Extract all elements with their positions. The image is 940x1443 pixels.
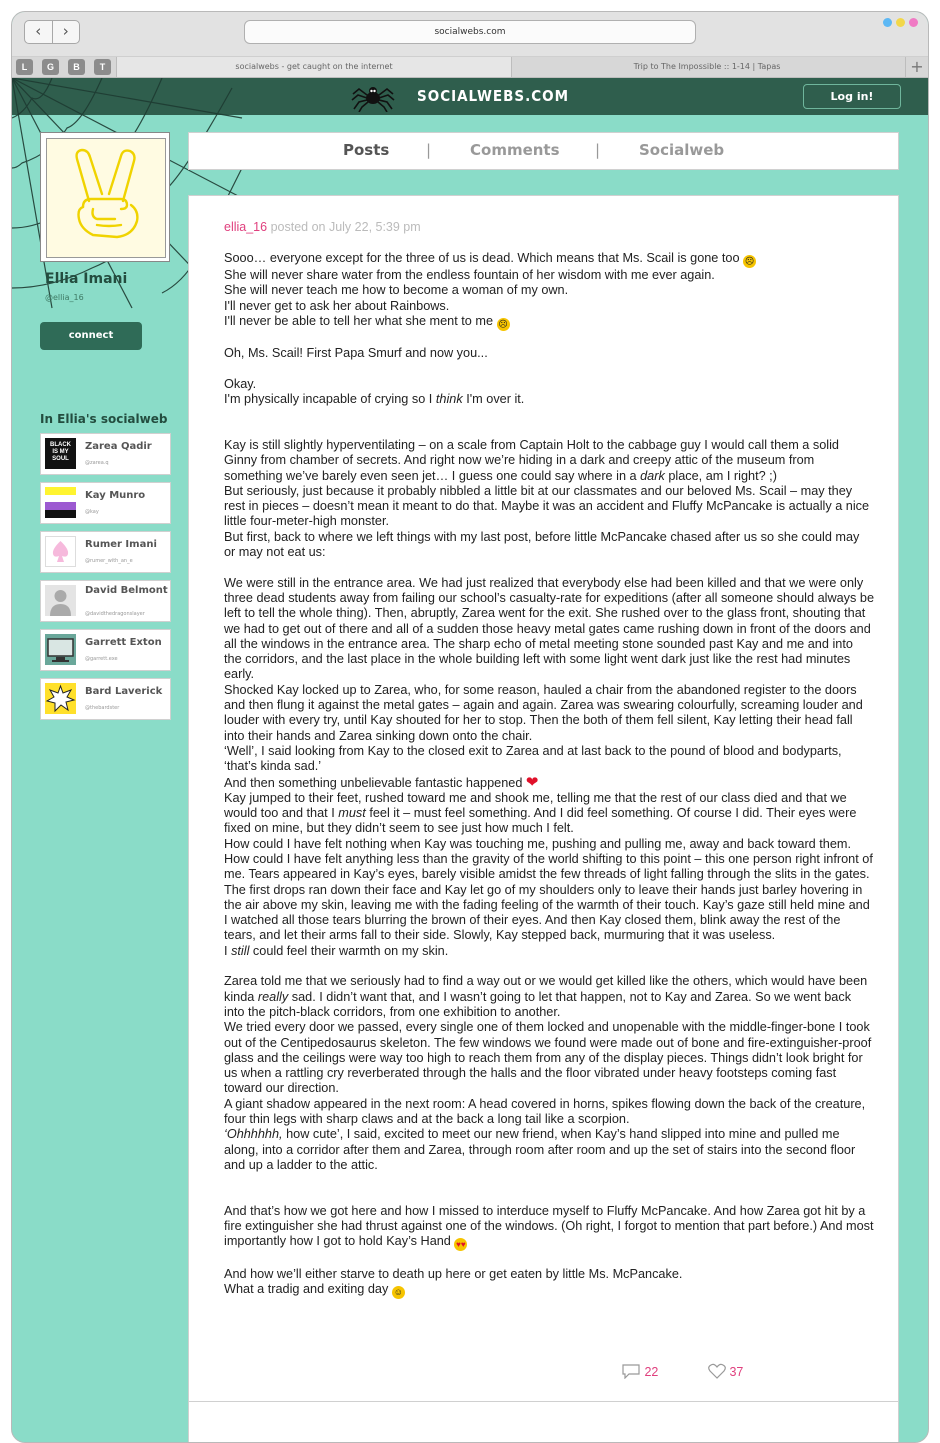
friend-name: Kay Munro — [85, 490, 146, 501]
site-logo[interactable]: SOCIALWEBS.COM — [417, 87, 570, 105]
friend-card[interactable] — [40, 629, 171, 671]
friend-card[interactable] — [40, 580, 171, 622]
post-line: Oh, Ms. Scail! First Papa Smurf and now you... — [224, 346, 488, 361]
friend-handle: @kay — [85, 509, 99, 515]
post-text: Zarea told me that we seriously had to find a way out or we would get killed like the others, which would have been kinda — [224, 974, 868, 1004]
pink-spade-avatar — [45, 536, 76, 567]
friend-handle: @zarea.q — [85, 460, 109, 466]
tab-separator: | — [595, 141, 601, 159]
post-italic: ‘Ohhhhhh, — [224, 1127, 283, 1142]
likes-count-value: 37 — [729, 1365, 744, 1379]
likes-count[interactable] — [708, 1363, 743, 1379]
nonbinary-flag-avatar — [45, 487, 76, 518]
friend-name: Rumer Imani — [85, 539, 157, 550]
post-text: I'm over it. — [466, 392, 525, 407]
window-dot-blue[interactable] — [883, 18, 892, 27]
socialweb-heading: In Ellia's socialweb — [40, 412, 168, 426]
spade-icon — [46, 537, 75, 566]
post-paragraph: How could I have felt nothing when Kay was touching me, pushing and pulling me, away and back toward them. How could I have felt anything less than the gravity of the world shifting to this point – this one person right infront of me. Tears appeared in Kay’s eyes, barely visible amidst the few threads of light falling through the slits in the gates. The first drops ran down their face and Kay let go of my shoulders only to leave their hands just barley hovering in the air above my skin, leaving me with the fading feeling of the warmth of their touch. Kay’s gaze still held mine and I watched all those tears blurring the brown of their eyes. And then Kay closed them, blink away the rest of the tears, and let their arms fall to their side. Slowly, Kay stepped back, murmuring that it was useless. — [224, 836, 873, 943]
post-text: place, am I right? ;) — [668, 468, 777, 483]
peace-hand-avatar — [46, 138, 166, 258]
friend-name: Zarea Qadir — [85, 441, 152, 452]
window-dot-yellow[interactable] — [896, 18, 905, 27]
post-text: Kay jumped to their feet, rushed toward me and shook me, telling me that the rest of our class died and that we would too and that I — [224, 790, 847, 821]
post-paragraph: A giant shadow appeared in the next room: A head covered in horns, spikes flowing down the back of the creature, four thin legs with sharp claws and at the back a long tail like a scorpion. — [224, 1096, 866, 1127]
back-button[interactable]: ‹ — [25, 21, 53, 43]
tab-posts[interactable]: Posts — [343, 141, 390, 159]
post-line: She will never share water from the endless fountain of her wisdom with me ever again. — [224, 268, 715, 282]
profile-tabs — [188, 132, 899, 170]
comment-bubble-icon — [621, 1363, 641, 1379]
forward-button[interactable]: › — [62, 22, 69, 40]
sad-face-emoji-icon: ☹ — [744, 256, 755, 266]
spider-logo-icon — [351, 82, 395, 112]
post-line: And how we’ll either starve to death up here or get eaten by little Ms. McPancake. — [224, 1266, 683, 1281]
post-paragraph: We were still in the entrance area. We had just realized that everybody else had been killed and that we were only three dead students away from failing our school’s casualty-rate for expeditions (after all someone should always be left to tell the whole thing). Then, abruptly, Zarea went for the exit. She rushed over to the glass front, shouting that we had to get out of there and all of a sudden those heavy metal gates came rushing down in front of the doors and all the windows in the entrance area. The sharp echo of metal meeting stone sounded past Kay and me and into the corridors, and the last place in the whole building left with some light went dark just like the rest had minutes early. — [224, 575, 874, 682]
tab-comments[interactable]: Comments — [470, 141, 560, 159]
address-bar[interactable]: socialwebs.com — [244, 20, 696, 44]
pinned-tab-t[interactable]: T — [94, 59, 111, 75]
post-italic: really — [257, 989, 289, 1004]
post-text: And then something unbelievable fantastic happened — [224, 775, 523, 790]
sad-face-emoji-icon: ☹ — [498, 318, 508, 329]
post-italic: must — [338, 806, 366, 821]
history-buttons — [24, 20, 80, 44]
post-timestamp: posted on July 22, 5:39 pm — [270, 220, 421, 234]
next-post-card — [188, 1401, 899, 1443]
boom-icon — [45, 683, 76, 714]
friend-handle: @thebardster — [85, 705, 120, 711]
post-meta — [224, 220, 421, 234]
post-body — [224, 251, 874, 1299]
post-italic: dark — [640, 468, 665, 483]
tab-separator: | — [426, 141, 432, 159]
post-line: She will never teach me how to become a woman of my own. — [224, 283, 569, 298]
friend-name: Bard Laverick — [85, 686, 163, 697]
comments-count[interactable] — [621, 1363, 658, 1379]
friend-handle: @davidthedragonslayer — [85, 611, 145, 617]
peace-hand-icon — [47, 139, 165, 257]
connect-button[interactable]: connect — [40, 322, 142, 350]
browser-titlebar — [12, 12, 928, 57]
post-italic: still — [231, 943, 250, 958]
friend-handle: @rumer_with_an_e — [85, 558, 133, 564]
window-dots — [883, 18, 918, 27]
post-text: could feel their warmth on my skin. — [252, 943, 449, 958]
friend-card[interactable] — [40, 531, 171, 573]
profile-name: Ellia Imani — [45, 271, 128, 287]
computer-avatar — [45, 634, 76, 665]
post-text: feel it – must feel something. And I did feel something. Of course I did. Their eyes were fixed on mine, but they didn’t seem to see just how much I felt. — [224, 806, 857, 836]
tab-socialweb[interactable]: Socialweb — [639, 141, 725, 159]
default-person-avatar — [45, 585, 76, 616]
friend-name: Garrett Exton — [85, 637, 162, 648]
post-text: I — [224, 943, 228, 958]
comic-boom-avatar — [45, 683, 76, 714]
post-paragraph: But first, back to where we left things with my last post, before little McPancake chased after us so she could may or may not eat us: — [224, 529, 860, 560]
post-text: how cute’, I said, excited to meet our new friend, when Kay’s hand slipped into mine and pulled me along, into a corridor after them and Zarea, through room after room and up the set of stairs into the second floor and up a ladder to the attic. — [224, 1127, 856, 1172]
post-line: Okay. — [224, 376, 257, 391]
friend-card[interactable] — [40, 482, 171, 524]
window-dot-pink[interactable] — [909, 18, 918, 27]
friend-card[interactable] — [40, 678, 171, 720]
pinned-tab-l[interactable]: L — [16, 59, 33, 75]
browser-window — [11, 11, 929, 1443]
smile-emoji-icon: ☺ — [393, 1287, 403, 1297]
pinned-tab-b[interactable]: B — [68, 59, 85, 75]
post-paragraph: We tried every door we passed, every single one of them locked and unopenable with the middle-finger-bone I took out of the Centipedosaurus skeleton. The few windows we found were made out of bone and fire-extinguisher-proof glass and the ceilings were way too high to reach them from any of the display pieces. Things didn’t look bright for us when a rattling cry reverberated through the halls and the floor vibrated under heavy footsteps coming fast toward our direction. — [224, 1020, 872, 1096]
comments-count-value: 22 — [644, 1365, 659, 1379]
post-text: sad. I didn’t want that, and I wasn’t going to let that happen, not to Kay and Zarea. So we went back into the pitch-black corridors, from one exhibition to another. — [224, 989, 852, 1019]
heart-outline-icon — [708, 1363, 726, 1379]
login-button[interactable]: Log in! — [803, 84, 901, 109]
tab-tapas[interactable]: Trip to The Impossible :: 1-14 | Tapas — [633, 62, 781, 71]
post-paragraph: ‘Well’, I said looking from Kay to the closed exit to Zarea and at last back to the pound of blood and bodyparts, ‘that’s kinda sad.’ — [224, 743, 842, 774]
post-line: I'll never be able to tell her what she ment to me — [224, 313, 494, 328]
post-paragraph: Shocked Kay locked up to Zarea, who, for some reason, hauled a chair from the abandoned register to the doors and then flung it against the metal gates – again and again. Zarea was swearing colourfully, screaming louder and louder with every try, until Kay shouted for her to stop. Then the both of them fell silent, Kay letting their head fall into their hands and Zarea sinking down onto the chair. — [224, 682, 863, 743]
computer-icon — [45, 634, 76, 665]
black-is-my-soul-avatar: BLACK IS MY SOUL — [45, 438, 76, 469]
friend-name: David Belmont — [85, 585, 168, 596]
post-italic: think — [435, 392, 463, 407]
tab-strip — [12, 57, 928, 78]
tab-socialwebs[interactable]: socialwebs - get caught on the internet — [116, 57, 512, 77]
friend-card[interactable] — [40, 433, 171, 475]
post-paragraph: But seriously, just because it probably nibbled a little bit at our classmates and our beloved Ms. Scail – may they rest in pieces – doesn’t mean it meant to do that. Maybe it was an accident and Fluffy McPancake is actually a nice little four-meter-high monster. — [224, 483, 870, 529]
new-tab-button[interactable]: + — [905, 57, 928, 77]
profile-handle: @ellia_16 — [45, 293, 84, 302]
heart-eyes-emoji-icon: ♥♥ — [456, 1240, 466, 1250]
post-line: I'll never get to ask her about Rainbows. — [224, 298, 450, 313]
pinned-tab-g[interactable]: G — [42, 59, 59, 75]
profile-avatar[interactable] — [40, 132, 170, 262]
post-text: Kay is still slightly hyperventilating – on a scale from Captain Holt to the cabbage guy I would call them a solid Ginny from chamber of secrets. And right now we’re hiding in a dark and creepy attic of the museum from something we’ve barely even seen jet… I guess one could say where in a — [224, 437, 839, 483]
heart-emoji-icon: ❤ — [525, 773, 539, 791]
post-text: I'm physically incapable of crying so I — [224, 392, 433, 407]
post-line: Sooo… everyone except for the three of us is dead. Which means that Ms. Scail is gone too — [224, 251, 740, 265]
person-icon — [45, 585, 76, 616]
friend-handle: @garrett.exe — [85, 656, 118, 662]
post-text: And that’s how we got here and how I missed to interduce myself to Fluffy McPancake. And how Zarea got hit by a fire extinguisher she had thrust against one of the windows. (Oh right, I forgot to mention that part before.) And most importantly how I got to hold Kay’s Hand — [224, 1203, 874, 1249]
post-card — [188, 195, 899, 1403]
post-text: What a tradig and exiting day — [224, 1282, 389, 1296]
post-author-link[interactable]: ellia_16 — [224, 220, 268, 234]
